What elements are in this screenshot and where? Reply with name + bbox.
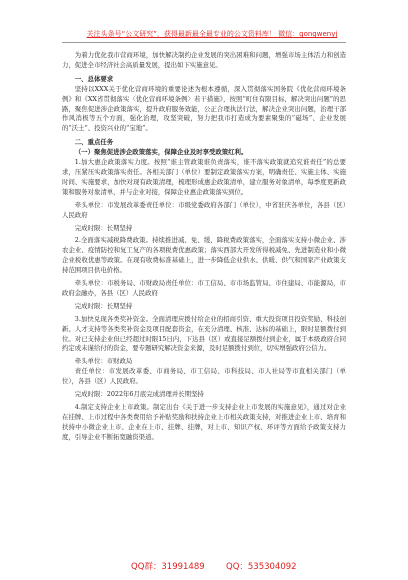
- paragraph-general-requirements: 坚持以XXX关于优化营商环境的重要论述为根本遵循，深入贯彻落实国务院《优化营商环境条例》和《XX省贯彻落实〈优化营商环境条例〉若干措施》，按照“町住有限目标，解决突出问题”的思路，聚焦促进涉企政策落实，提升政府服务效能，公正合理执法行法，解决企业突出问题，治理干部作风消极等五个方面，强化治理，攻坚突破，努力把我市打造成为要素聚集的“磁场”、企业发展的“沃土”、投资兴业的“宝地”。: [62, 84, 346, 133]
- lead-unit-2: 牵头单位：市税务局、市财政局责任单位：市工信局、市市场监管局、市住建局、市能源局，市政府金融办，各县（区）人民政府: [62, 279, 346, 297]
- paragraph-item-3: 3.加快兑现各类奖补资金。全面清理应拨付给企业的招商引资、重大投资项目投资奖励、科技创新、人才支持等各类奖补资金及项目配套资金，在充分清理、核准、达标的基础上，限时足额拨付到位。对已支持企业但已经超过时限15日内，下达县（区）或直接足额拨付到企业，属于本级政府合同约定或未谨给付的资金，要专题研究解决资金来源，及时足额拨付到位，切实增强政府公信力。: [62, 314, 346, 353]
- lead-unit-1: 牵头单位：市发展改革委责任单位：市级党委政府各部门（单位），中省驻庆各单位，各县（区）人民政府: [62, 200, 346, 219]
- footer-qq-number: QQ：535304092: [226, 562, 297, 572]
- section-heading-2: 二、重点任务: [74, 138, 114, 147]
- lead-unit-3: 牵头单位：市财政局: [74, 357, 133, 366]
- document-body: [62, 51, 346, 443]
- deadline-3: 完成时限：2022年6月底完成清理并长期坚持: [74, 390, 204, 399]
- header-banner[interactable]: 关注头条号“公文研究”，获得最新最全最专业的公文资料库！ 微信：gongwenyj: [86, 30, 338, 38]
- paragraph-item-2: 2.全面落实减税降费政策。持续推进减、免、缓、降税费政策落实，全面落实支持小微企业、涉农企业、疫情防控和复工复产的各项税费优惠政策；落实西部大开发所得税减免、先进制造业和小微企业税收优惠等政策。在现有收费标准基础上，进一步降低企业供水、供暖、供气和国家产业政策支持范围项目供电价格。: [62, 236, 346, 275]
- paragraph-item-4: 4.制定支持企业上市政策。制定出台《关于进一步支持企业上市发展的实施意见》，通过对企业在挂牌、上市过程中各类费用给予补贴奖励和扶持企业上市相关政策支持，对推进企业上市、培育和扶持中小微企业上市、企业在上市、挂牌、挂牌，对上市、知识产权、环评等方面给予政策支持力度，引导企业不断拓宽融资渠道。: [62, 403, 346, 441]
- header-divider: [62, 42, 346, 43]
- section-heading-1: 一、总体要求: [74, 74, 114, 83]
- subsection-heading-1: （一）聚焦促进涉企政策落实，保障企业及时享受政策红利。: [74, 148, 248, 157]
- paragraph-item-1: 1.加大惠企政策落实力度。按照“谁主管政策谁负责落实，谁不落实政策就追究谁责任”的总要求，压紧压实政策落实责任。各相关部门（单位）要制定政策落实方案，明确责任、实施主体、实施时间、实施要求，加快对现有政策清理，梳理形成惠企政策清单，建立服务对象清单，每季度更新政策和服务对象清单，并与企业对接，保障企业惠企政策落实到位。: [62, 158, 346, 196]
- responsible-units-3: 责任单位：市发展改革委、市商务局、市工信局、市科技局、市人社局等市直相关部门（单位），各县（区）人民政府。: [62, 367, 346, 386]
- footer: [0, 560, 408, 574]
- intro-paragraph: 为着力优化我市营商环境，加快解决制约企业发展的突出困难和问题，增强市场主体活力和创造力，促进全市经济社会高质量发展，提出如下实施意见。: [62, 51, 346, 69]
- deadline-1: 完成时限：长期坚持: [74, 223, 133, 232]
- deadline-2: 完成时限：长期坚持: [74, 301, 133, 310]
- footer-qq-group: QQ群：31991489: [131, 562, 205, 572]
